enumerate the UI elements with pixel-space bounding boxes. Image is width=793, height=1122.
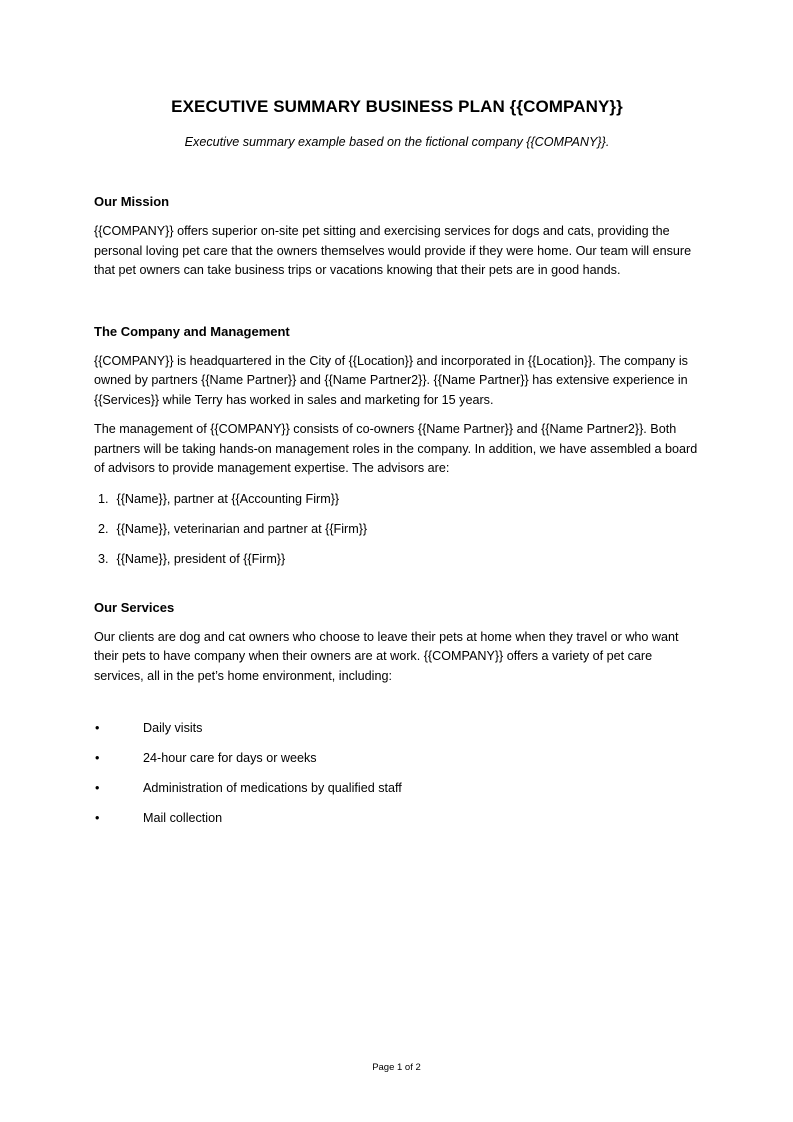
service-item-text: Mail collection (143, 811, 223, 825)
service-item (94, 748, 700, 768)
advisor-number: 3. (98, 551, 109, 566)
document-body (94, 96, 700, 838)
mission-paragraph: {{COMPANY}} offers superior on-site pet sitting and exercising services for dogs and cats, providing the personal loving pet care that the owners themselves would provide if they were home. Our team will ensure that pet owners can take business trips or vacations knowing that their pets are in good hands. (94, 224, 692, 277)
advisor-text: {{Name}}, president of {{Firm}} (116, 551, 286, 566)
advisor-item (98, 549, 700, 569)
bullet-icon: • (95, 781, 100, 795)
page-number-footer: Page 1 of 2 (372, 1062, 421, 1073)
services-paragraph: Our clients are dog and cat owners who choose to leave their pets at home when they travel or who want their pets to have company when their owners are at work. {{COMPANY}} offers a variety of pet care services, all in the pet’s home environment, including: (94, 629, 679, 683)
service-item (94, 778, 700, 798)
service-item-text: Daily visits (143, 721, 203, 735)
advisor-text: {{Name}}, partner at {{Accounting Firm}} (116, 491, 340, 506)
bullet-icon: • (95, 811, 100, 825)
company-paragraph-2: The management of {{COMPANY}} consists of co-owners {{Name Partner}} and {{Name Partner2}}. Both partners will be taking hands-on management roles in the company. In addition, we have assembled a board of advisors to provide management expertise. The advisors are: (94, 422, 698, 475)
service-item (94, 718, 700, 738)
service-list (94, 718, 700, 828)
company-paragraph-1: {{COMPANY}} is headquartered in the City of {{Location}} and incorporated in {{Location}}. The company is owned by partners {{Name Partner}} and {{Name Partner2}}. {{Name Partner}} has extensive experience in {{Services}} while Terry has worked in sales and marketing for 15 years. (94, 353, 688, 407)
bullet-icon: • (95, 751, 100, 765)
service-item (94, 808, 700, 828)
service-item-text: 24-hour care for days or weeks (143, 751, 317, 765)
advisor-item (98, 489, 700, 509)
advisor-list (98, 489, 700, 569)
service-item-text: Administration of medications by qualified staff (143, 781, 402, 795)
advisor-text: {{Name}}, veterinarian and partner at {{Firm}} (116, 521, 368, 536)
document-subtitle: Executive summary example based on the fictional company {{COMPANY}}. (184, 135, 610, 149)
advisor-number: 1. (98, 491, 109, 506)
document-title: EXECUTIVE SUMMARY BUSINESS PLAN {{COMPANY}} (171, 97, 623, 116)
mission-heading: Our Mission (94, 194, 170, 209)
advisor-number: 2. (98, 521, 109, 536)
bullet-icon: • (95, 721, 100, 735)
company-management-heading: The Company and Management (94, 323, 290, 339)
advisor-item (98, 519, 700, 539)
services-heading: Our Services (94, 599, 175, 615)
